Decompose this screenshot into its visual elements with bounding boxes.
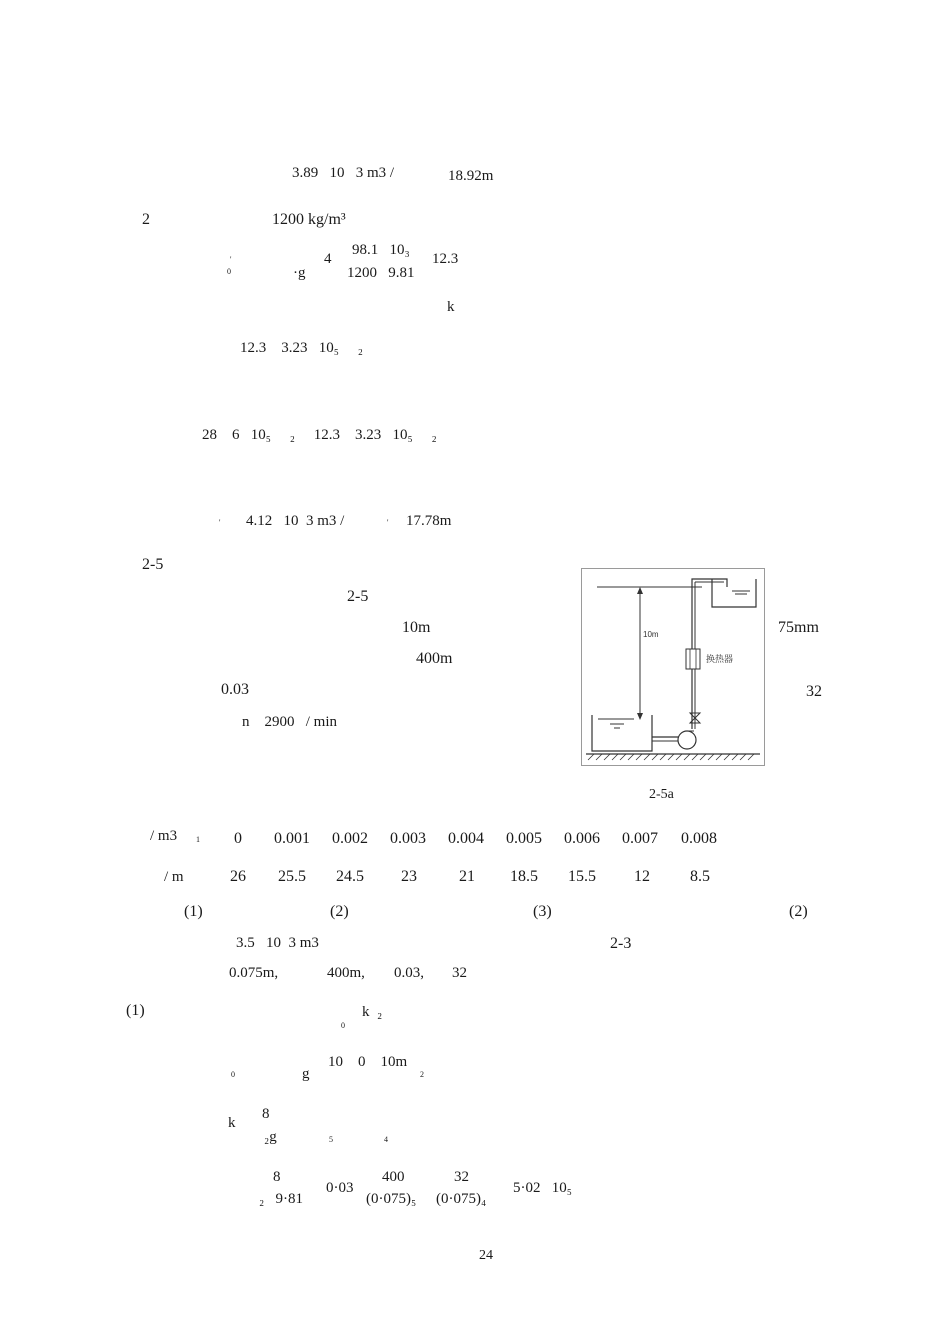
text-line: 2-3 <box>610 935 632 952</box>
arrow-up-icon <box>637 587 643 594</box>
text-line: 0.075m, <box>229 965 279 981</box>
text-line: 5·02 10₅ <box>513 1180 572 1196</box>
ground-hatch <box>588 754 754 760</box>
text-line: 0.03 <box>221 681 249 698</box>
pump-icon <box>678 731 696 749</box>
text-line: ·g <box>293 265 306 281</box>
text-line: 4 <box>384 1135 388 1144</box>
text-line: 18.92m <box>448 168 494 184</box>
text-line: ₂ 9·81 <box>259 1191 303 1207</box>
text-line: 8 <box>262 1106 270 1122</box>
text-line: 26 <box>230 868 246 885</box>
pump-system-diagram <box>582 569 764 765</box>
text-line: (0·075)₄ <box>436 1191 487 1207</box>
text-line: ' <box>387 518 389 527</box>
text-line: 10 0 10m <box>328 1054 408 1070</box>
text-line: 2-5a <box>649 787 674 802</box>
height-label: 10m <box>643 630 659 639</box>
text-line: 0 <box>227 267 231 276</box>
text-line: 24 <box>479 1248 493 1263</box>
text-line: (1) <box>184 903 203 920</box>
heat-exchanger-label: 换热器 <box>706 655 734 665</box>
text-line: 24.5 <box>336 868 364 885</box>
text-line: g <box>302 1066 310 1082</box>
text-line: 3.5 10 3 m3 <box>236 935 319 951</box>
text-line: n 2900 / min <box>242 714 338 730</box>
text-line: 0 <box>234 830 242 847</box>
text-line: 4.12 10 3 m3 / <box>246 513 345 529</box>
text-line: 75mm <box>778 619 819 636</box>
text-line: 10m <box>402 619 431 636</box>
text-line: (2) <box>789 903 808 920</box>
text-line: 0.001 <box>274 830 310 847</box>
text-line: / m3 <box>150 828 178 844</box>
text-line: (3) <box>533 903 552 920</box>
text-line: 400m, <box>327 965 365 981</box>
text-line: 1200 9.81 <box>347 265 415 281</box>
figure-2-5a-pump-system <box>581 568 765 766</box>
text-line: 2 <box>420 1070 424 1079</box>
text-line: ' <box>230 255 232 264</box>
text-line: 0 <box>341 1021 345 1030</box>
text-line: 0.004 <box>448 830 484 847</box>
text-line: 0.006 <box>564 830 600 847</box>
text-line: 8.5 <box>690 868 710 885</box>
text-line: 0.008 <box>681 830 717 847</box>
text-line: 3.89 10 3 m3 / <box>292 165 395 181</box>
text-line: 4 <box>324 251 332 267</box>
text-line: k <box>447 299 455 315</box>
text-line: 32 <box>454 1169 469 1185</box>
text-line: 1 <box>196 835 200 844</box>
text-line: 32 <box>452 965 467 981</box>
lower-tank <box>592 715 652 751</box>
text-line: 12 <box>634 868 650 885</box>
text-line: 8 <box>273 1169 281 1185</box>
text-line: 0.03, <box>394 965 424 981</box>
text-line: 5 <box>329 1135 333 1144</box>
text-line: 0.005 <box>506 830 542 847</box>
text-line: 12.3 3.23 10₅ ₂ <box>240 340 363 356</box>
text-line: (0·075)₅ <box>366 1191 417 1207</box>
text-line: k <box>228 1115 236 1131</box>
text-line: 0·03 <box>326 1180 354 1196</box>
upper-tank <box>712 579 756 607</box>
text-line: ' <box>219 518 221 527</box>
text-line: 0.002 <box>332 830 368 847</box>
text-line: 1200 kg/m³ <box>272 211 346 228</box>
text-line: (1) <box>126 1002 145 1019</box>
text-line: 2 <box>142 211 150 228</box>
text-line: 28 6 10₅ ₂ 12.3 3.23 10₅ ₂ <box>202 427 437 443</box>
text-line: 17.78m <box>406 513 452 529</box>
text-line: 25.5 <box>278 868 306 885</box>
text-line: 18.5 <box>510 868 538 885</box>
text-line: ₂g <box>264 1129 277 1145</box>
heat-exchanger <box>686 649 700 669</box>
text-line: 0.007 <box>622 830 658 847</box>
text-line: 2-5 <box>347 588 369 605</box>
text-line: 400 <box>382 1169 405 1185</box>
text-line: 23 <box>401 868 417 885</box>
text-line: 98.1 10₃ <box>352 242 410 258</box>
text-line: 32 <box>806 683 822 700</box>
arrow-down-icon <box>637 713 643 720</box>
text-line: (2) <box>330 903 349 920</box>
text-line: 0 <box>231 1070 235 1079</box>
text-line: 12.3 <box>432 251 459 267</box>
text-line: 2-5 <box>142 556 164 573</box>
text-line: / m <box>164 869 184 885</box>
text-line: k ₂ <box>362 1004 383 1020</box>
text-line: 21 <box>459 868 475 885</box>
text-line: 0.003 <box>390 830 426 847</box>
text-line: 15.5 <box>568 868 596 885</box>
text-line: 400m <box>416 650 453 667</box>
